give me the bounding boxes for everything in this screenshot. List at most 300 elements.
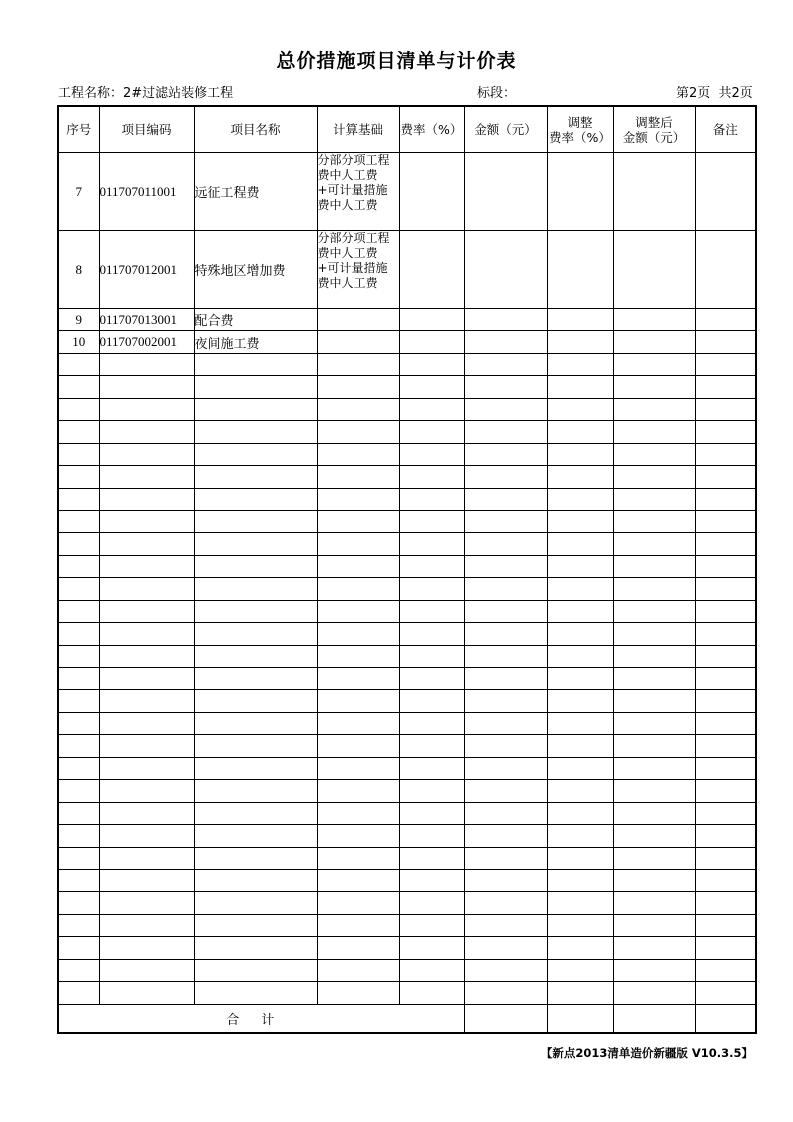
empty-cell [58,914,99,936]
empty-row [58,914,756,936]
row-basis [317,331,399,353]
empty-row [58,421,756,443]
empty-row [58,376,756,398]
software-footer: 【新点2013清单造价新疆版 V10.3.5】 [540,1046,753,1060]
empty-cell [464,466,547,488]
empty-cell [194,712,317,734]
empty-cell [399,645,464,667]
empty-cell [399,623,464,645]
empty-cell [613,600,695,622]
empty-cell [194,690,317,712]
empty-row [58,555,756,577]
empty-cell [695,914,756,936]
col-header-amount: 金额（元） [464,106,547,153]
empty-cell [613,466,695,488]
empty-cell [464,735,547,757]
empty-cell [194,802,317,824]
empty-cell [99,959,194,981]
table-row [58,231,756,309]
empty-cell [695,533,756,555]
empty-cell [58,466,99,488]
row-seq: 8 [58,231,99,309]
row-note [695,331,756,353]
empty-cell [317,555,399,577]
empty-cell [547,510,613,532]
empty-cell [399,376,464,398]
empty-cell [194,600,317,622]
empty-cell [464,376,547,398]
empty-cell [399,421,464,443]
col-header-note: 备注 [695,106,756,153]
empty-cell [613,735,695,757]
row-note [695,231,756,309]
empty-cell [399,398,464,420]
empty-cell [399,712,464,734]
empty-cell [317,510,399,532]
empty-cell [317,668,399,690]
table-row [58,309,756,331]
row-adj-amount [613,331,695,353]
empty-cell [99,466,194,488]
empty-cell [695,869,756,891]
empty-cell [194,353,317,375]
empty-cell [695,802,756,824]
row-rate [399,231,464,309]
empty-cell [695,959,756,981]
total-row [58,1004,756,1033]
empty-cell [547,376,613,398]
empty-cell [58,712,99,734]
row-name: 特殊地区增加费 [194,231,317,309]
empty-cell [613,376,695,398]
row-amount [464,331,547,353]
empty-cell [58,376,99,398]
empty-row [58,398,756,420]
empty-row [58,937,756,959]
empty-cell [613,555,695,577]
empty-row [58,735,756,757]
empty-cell [317,398,399,420]
empty-cell [547,668,613,690]
empty-cell [58,645,99,667]
empty-cell [695,757,756,779]
row-note [695,153,756,231]
empty-cell [695,466,756,488]
row-amount [464,231,547,309]
empty-cell [547,398,613,420]
empty-cell [464,510,547,532]
empty-cell [464,802,547,824]
empty-cell [464,937,547,959]
empty-cell [99,443,194,465]
empty-cell [399,959,464,981]
row-seq: 7 [58,153,99,231]
empty-cell [695,825,756,847]
empty-cell [99,982,194,1004]
empty-cell [99,645,194,667]
empty-cell [99,623,194,645]
empty-cell [99,533,194,555]
empty-cell [695,623,756,645]
empty-cell [194,555,317,577]
empty-cell [613,488,695,510]
empty-cell [194,421,317,443]
empty-cell [99,398,194,420]
empty-cell [194,645,317,667]
empty-cell [317,892,399,914]
empty-cell [464,712,547,734]
empty-cell [317,825,399,847]
row-rate [399,153,464,231]
empty-cell [547,690,613,712]
empty-cell [399,869,464,891]
row-code: 011707002001 [99,331,194,353]
empty-cell [547,443,613,465]
empty-row [58,510,756,532]
empty-cell [547,847,613,869]
col-header-adj-rate: 调整 费率（%） [547,106,613,153]
empty-row [58,600,756,622]
empty-cell [464,825,547,847]
empty-cell [695,712,756,734]
empty-row [58,353,756,375]
row-note [695,309,756,331]
empty-cell [317,757,399,779]
empty-cell [194,937,317,959]
empty-cell [613,421,695,443]
empty-cell [317,914,399,936]
empty-cell [464,914,547,936]
empty-cell [58,668,99,690]
empty-cell [317,645,399,667]
empty-cell [695,892,756,914]
empty-cell [399,443,464,465]
empty-cell [194,443,317,465]
empty-cell [695,443,756,465]
empty-cell [695,690,756,712]
empty-cell [399,982,464,1004]
empty-cell [58,780,99,802]
row-adj-rate [547,331,613,353]
empty-cell [317,780,399,802]
empty-cell [99,578,194,600]
empty-cell [399,825,464,847]
empty-cell [99,892,194,914]
empty-cell [695,398,756,420]
empty-cell [695,847,756,869]
empty-cell [464,780,547,802]
empty-cell [58,757,99,779]
empty-cell [58,353,99,375]
empty-cell [317,847,399,869]
total-amount [464,1004,547,1033]
empty-row [58,533,756,555]
empty-cell [58,600,99,622]
empty-cell [194,533,317,555]
empty-cell [99,869,194,891]
empty-cell [695,735,756,757]
empty-cell [613,825,695,847]
empty-cell [613,914,695,936]
empty-cell [547,600,613,622]
empty-cell [58,825,99,847]
page-info: 第2页 共2页 [676,86,753,101]
empty-cell [194,869,317,891]
row-code: 011707012001 [99,231,194,309]
empty-cell [58,488,99,510]
total-note [695,1004,756,1033]
empty-cell [695,578,756,600]
header-row [58,106,756,153]
empty-cell [695,937,756,959]
empty-row [58,466,756,488]
row-basis [317,309,399,331]
empty-cell [399,488,464,510]
empty-cell [399,555,464,577]
empty-cell [695,353,756,375]
empty-cell [547,645,613,667]
row-adj-amount [613,309,695,331]
empty-cell [317,735,399,757]
empty-cell [695,600,756,622]
empty-row [58,892,756,914]
row-code: 011707013001 [99,309,194,331]
empty-cell [194,825,317,847]
empty-cell [464,533,547,555]
row-basis: 分部分项工程费中人工费+可计量措施费中人工费 [317,153,399,231]
empty-cell [194,780,317,802]
empty-cell [613,668,695,690]
empty-cell [194,735,317,757]
row-code: 011707011001 [99,153,194,231]
empty-cell [99,555,194,577]
empty-cell [464,690,547,712]
empty-cell [399,668,464,690]
empty-row [58,690,756,712]
empty-cell [695,668,756,690]
empty-cell [58,869,99,891]
page-title: 总价措施项目清单与计价表 [276,50,517,72]
empty-cell [194,668,317,690]
empty-cell [58,623,99,645]
empty-cell [99,825,194,847]
empty-row [58,488,756,510]
empty-cell [58,510,99,532]
empty-cell [695,555,756,577]
empty-cell [99,353,194,375]
empty-cell [547,780,613,802]
table-row [58,153,756,231]
empty-cell [99,712,194,734]
empty-cell [547,578,613,600]
empty-cell [99,735,194,757]
empty-cell [58,937,99,959]
empty-cell [613,937,695,959]
empty-cell [613,712,695,734]
empty-cell [317,376,399,398]
measures-table [57,105,757,1034]
empty-cell [613,869,695,891]
empty-cell [99,600,194,622]
empty-cell [464,488,547,510]
empty-cell [399,353,464,375]
empty-cell [695,645,756,667]
empty-cell [399,690,464,712]
empty-cell [399,757,464,779]
empty-cell [547,757,613,779]
row-name: 夜间施工费 [194,331,317,353]
empty-cell [99,668,194,690]
empty-cell [547,914,613,936]
empty-cell [399,600,464,622]
empty-cell [547,421,613,443]
empty-cell [695,488,756,510]
empty-row [58,757,756,779]
empty-cell [613,398,695,420]
empty-cell [464,623,547,645]
empty-cell [464,892,547,914]
empty-cell [99,802,194,824]
empty-cell [317,869,399,891]
empty-cell [547,982,613,1004]
empty-row [58,825,756,847]
empty-cell [399,802,464,824]
empty-cell [317,578,399,600]
empty-cell [613,533,695,555]
empty-cell [99,376,194,398]
empty-cell [99,780,194,802]
empty-row [58,959,756,981]
empty-cell [58,533,99,555]
total-label: 合计 [58,1004,464,1033]
empty-cell [58,421,99,443]
empty-cell [399,466,464,488]
empty-cell [194,757,317,779]
empty-cell [317,421,399,443]
empty-cell [99,914,194,936]
empty-cell [317,690,399,712]
empty-cell [58,892,99,914]
empty-cell [58,735,99,757]
empty-cell [99,421,194,443]
empty-cell [547,712,613,734]
empty-cell [464,555,547,577]
col-header-seq: 序号 [58,106,99,153]
row-basis: 分部分项工程费中人工费+可计量措施费中人工费 [317,231,399,309]
empty-cell [194,892,317,914]
empty-row [58,623,756,645]
empty-cell [58,959,99,981]
col-header-adj-amount: 调整后 金额（元） [613,106,695,153]
empty-cell [399,937,464,959]
empty-cell [464,869,547,891]
empty-row [58,982,756,1004]
empty-cell [317,600,399,622]
empty-cell [194,488,317,510]
empty-cell [58,443,99,465]
empty-cell [613,847,695,869]
empty-row [58,578,756,600]
empty-cell [399,847,464,869]
row-adj-rate [547,153,613,231]
section-label: 标段： [477,86,517,101]
empty-cell [194,578,317,600]
row-seq: 10 [58,331,99,353]
empty-cell [464,421,547,443]
empty-cell [58,555,99,577]
empty-cell [547,488,613,510]
row-adj-rate [547,231,613,309]
empty-cell [317,488,399,510]
row-amount [464,153,547,231]
total-adj-rate [547,1004,613,1033]
empty-cell [613,443,695,465]
row-adj-rate [547,309,613,331]
empty-cell [613,623,695,645]
empty-cell [58,690,99,712]
empty-cell [613,510,695,532]
empty-cell [547,623,613,645]
empty-row [58,780,756,802]
empty-cell [695,982,756,1004]
empty-cell [317,443,399,465]
empty-cell [613,353,695,375]
empty-cell [613,645,695,667]
col-header-basis: 计算基础 [317,106,399,153]
empty-cell [399,780,464,802]
col-header-code: 项目编码 [99,106,194,153]
empty-cell [613,690,695,712]
empty-cell [464,757,547,779]
empty-cell [695,376,756,398]
empty-cell [613,757,695,779]
empty-cell [99,510,194,532]
row-seq: 9 [58,309,99,331]
row-name: 远征工程费 [194,153,317,231]
empty-cell [317,466,399,488]
empty-cell [99,690,194,712]
empty-cell [464,668,547,690]
empty-cell [399,892,464,914]
empty-cell [194,376,317,398]
row-name: 配合费 [194,309,317,331]
empty-cell [194,510,317,532]
row-rate [399,309,464,331]
empty-cell [194,914,317,936]
empty-cell [464,982,547,1004]
empty-cell [547,937,613,959]
empty-cell [399,533,464,555]
empty-cell [317,353,399,375]
empty-cell [547,959,613,981]
empty-cell [399,578,464,600]
empty-cell [547,825,613,847]
empty-cell [613,892,695,914]
empty-cell [464,398,547,420]
empty-cell [695,421,756,443]
empty-row [58,443,756,465]
empty-cell [464,443,547,465]
empty-cell [547,735,613,757]
empty-cell [695,510,756,532]
empty-cell [317,802,399,824]
empty-cell [58,398,99,420]
total-adj-amount [613,1004,695,1033]
empty-cell [464,847,547,869]
empty-cell [547,892,613,914]
empty-cell [99,847,194,869]
empty-cell [194,466,317,488]
